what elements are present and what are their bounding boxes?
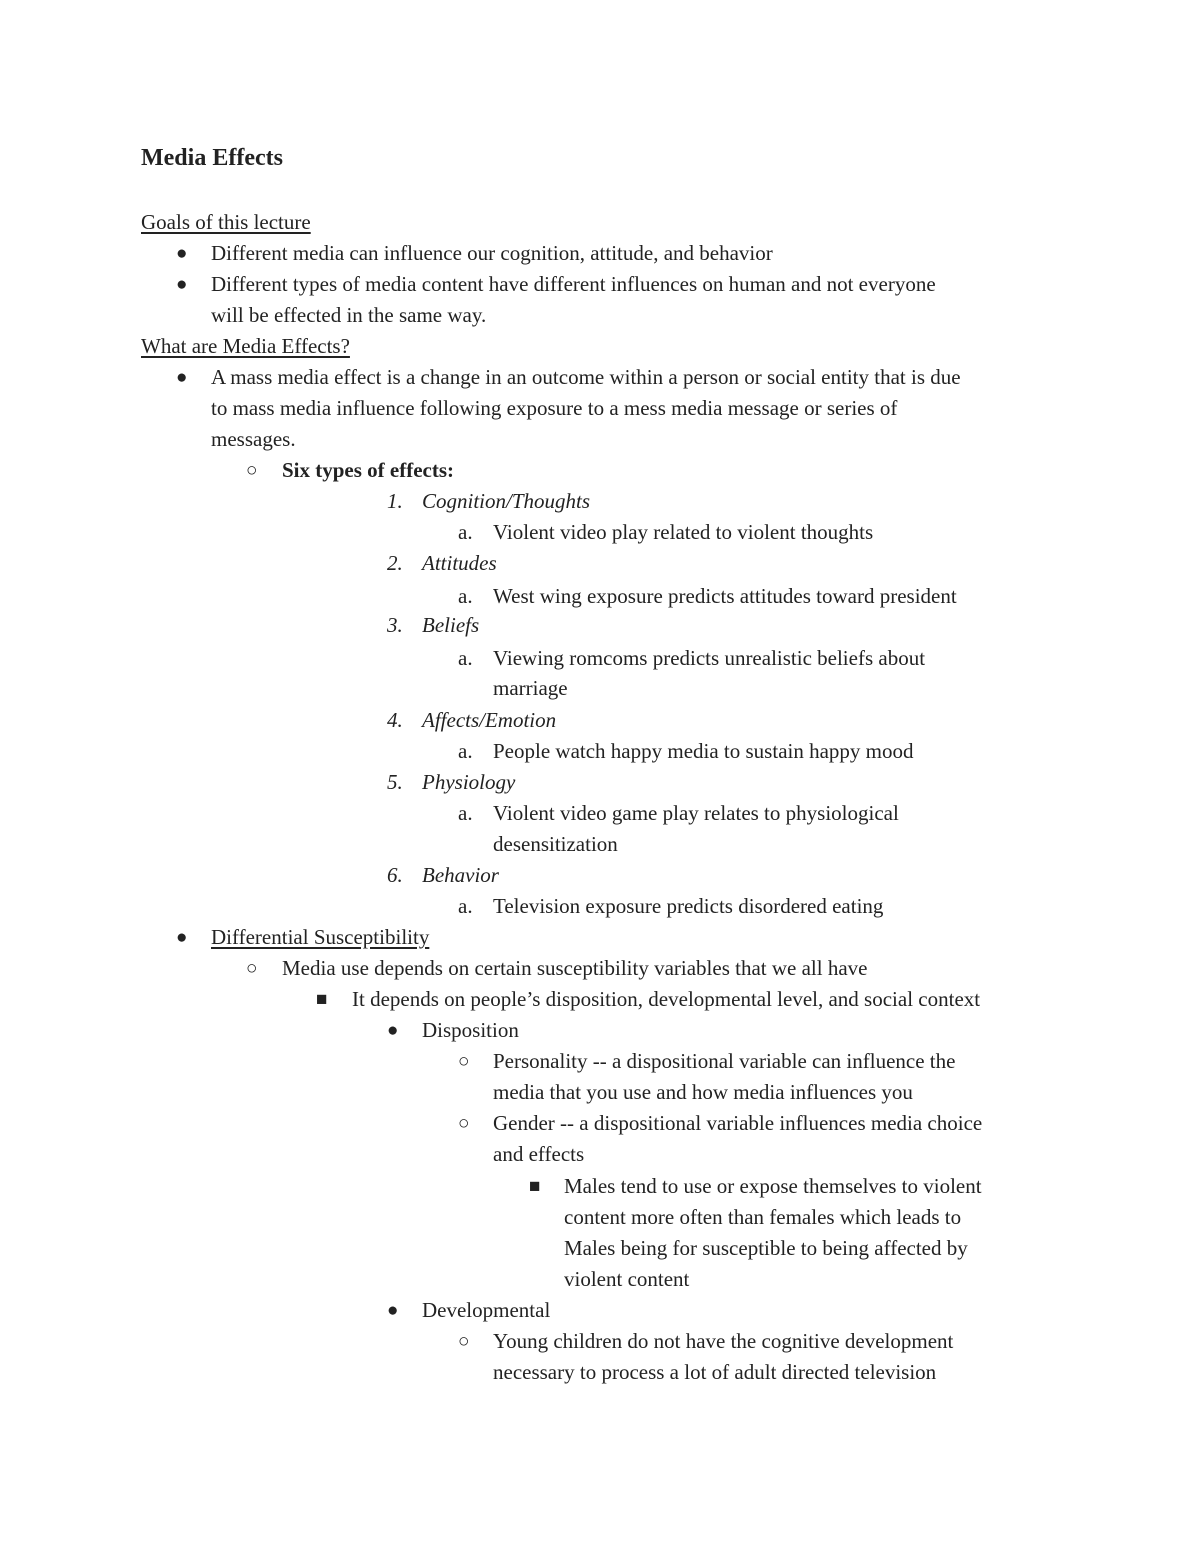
disposition-item: Disposition <box>422 1018 519 1042</box>
type-example-continuation: marriage <box>493 676 568 700</box>
sub-marker: a. <box>458 584 473 608</box>
hollow-bullet-icon: ○ <box>458 1051 470 1072</box>
sub-marker: a. <box>458 894 473 918</box>
definition-line: messages. <box>211 427 296 451</box>
gender-line: and effects <box>493 1142 585 1166</box>
males-line: violent content <box>564 1267 690 1291</box>
type-number: 1. <box>387 489 403 513</box>
hollow-bullet-icon: ○ <box>458 1331 470 1352</box>
hollow-bullet-icon: ○ <box>246 958 258 979</box>
type-number: 4. <box>387 708 403 732</box>
developmental-item: Developmental <box>422 1298 551 1322</box>
young-line: necessary to process a lot of adult directed television <box>493 1360 937 1384</box>
personality-line: Personality -- a dispositional variable can influence the <box>493 1049 956 1073</box>
type-name: Affects/Emotion <box>422 708 557 732</box>
bullet-icon: ● <box>387 1300 399 1321</box>
type-example: West wing exposure predicts attitudes toward president <box>493 584 957 608</box>
bullet-icon: ● <box>176 243 188 264</box>
type-example: Violent video play related to violent thoughts <box>493 520 874 544</box>
goal-item: Different types of media content have different influences on human and not everyone <box>211 272 936 296</box>
type-example: Television exposure predicts disordered eating <box>493 894 884 918</box>
definition-line: to mass media influence following exposure to a mess media message or series of <box>211 396 898 420</box>
sub-marker: a. <box>458 646 473 670</box>
type-number: 2. <box>387 551 403 575</box>
males-line: Males tend to use or expose themselves to violent <box>564 1174 982 1198</box>
what-heading: What are Media Effects? <box>141 334 350 358</box>
type-number: 3. <box>387 613 403 637</box>
personality-line: media that you use and how media influences you <box>493 1080 913 1104</box>
bullet-icon: ● <box>176 927 188 948</box>
page-title: Media Effects <box>141 145 283 171</box>
gender-line: Gender -- a dispositional variable influences media choice <box>493 1111 983 1135</box>
diff-sub: It depends on people’s disposition, developmental level, and social context <box>352 987 981 1011</box>
type-name: Attitudes <box>422 551 497 575</box>
definition-line: A mass media effect is a change in an outcome within a person or social entity that is due <box>211 365 961 389</box>
bullet-icon: ● <box>176 274 188 295</box>
square-bullet-icon: ■ <box>316 989 328 1010</box>
type-name: Behavior <box>422 863 499 887</box>
type-example: People watch happy media to sustain happy mood <box>493 739 914 763</box>
sub-marker: a. <box>458 739 473 763</box>
diff-point: Media use depends on certain susceptibility variables that we all have <box>282 956 868 980</box>
males-line: Males being for susceptible to being affected by <box>564 1236 968 1260</box>
sub-marker: a. <box>458 801 473 825</box>
bullet-icon: ● <box>176 367 188 388</box>
type-name: Cognition/Thoughts <box>422 489 591 513</box>
goals-heading: Goals of this lecture <box>141 210 311 234</box>
type-example: Violent video game play relates to physiological <box>493 801 899 825</box>
square-bullet-icon: ■ <box>529 1176 541 1197</box>
hollow-bullet-icon: ○ <box>458 1113 470 1134</box>
bullet-icon: ● <box>387 1020 399 1041</box>
sub-marker: a. <box>458 520 473 544</box>
goal-item: Different media can influence our cognition, attitude, and behavior <box>211 241 773 265</box>
goal-item-continuation: will be effected in the same way. <box>211 303 487 327</box>
type-number: 6. <box>387 863 403 887</box>
males-line: content more often than females which leads to <box>564 1205 962 1229</box>
young-line: Young children do not have the cognitive development <box>493 1329 954 1353</box>
diff-heading: Differential Susceptibility <box>211 925 430 949</box>
hollow-bullet-icon: ○ <box>246 460 258 481</box>
six-types-heading: Six types of effects: <box>282 458 455 482</box>
type-example-continuation: desensitization <box>493 832 618 856</box>
type-number: 5. <box>387 770 403 794</box>
type-name: Physiology <box>422 770 516 794</box>
type-example: Viewing romcoms predicts unrealistic beliefs about <box>493 646 926 670</box>
type-name: Beliefs <box>422 613 480 637</box>
